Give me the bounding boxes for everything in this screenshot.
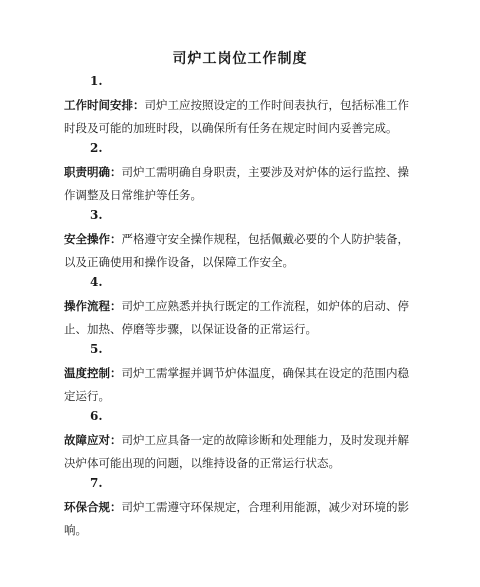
section-text: 司炉工应按照设定的工作时间表执行，包括标准工作时段及可能的加班时段，以确保所有任务在规定时间内妥善完成。: [64, 98, 409, 135]
section-number: 5.: [90, 342, 103, 356]
section-colon: ：: [110, 232, 122, 246]
section-label: 操作流程: [64, 299, 110, 313]
section-text: 严格遵守安全操作规程，包括佩戴必要的个人防护装备，以及正确使用和操作设备，以保障工作安全。: [64, 232, 409, 269]
section-label: 环保合规: [64, 500, 110, 514]
section-body: [64, 496, 420, 542]
document-title: 司炉工岗位工作制度: [172, 51, 308, 67]
section-colon: ：: [110, 366, 122, 380]
section-number: 6.: [90, 409, 103, 423]
section-colon: ：: [110, 500, 122, 514]
section-body: [64, 94, 420, 140]
section-colon: ：: [110, 299, 122, 313]
section-number: 7.: [90, 476, 103, 490]
section-body: [64, 228, 420, 274]
section-number: 4.: [90, 275, 103, 289]
section-label: 职责明确: [64, 165, 110, 179]
section-body: [64, 161, 420, 207]
section-text: 司炉工需遵守环保规定，合理利用能源，减少对环境的影响。: [64, 500, 409, 537]
section-colon: ：: [133, 98, 145, 112]
section-body: [64, 429, 420, 475]
section-text: 司炉工需明确自身职责，主要涉及对炉体的运行监控、操作调整及日常维护等任务。: [64, 165, 409, 202]
section-text: 司炉工需掌握并调节炉体温度，确保其在设定的范围内稳定运行。: [64, 366, 409, 403]
section-label: 温度控制: [64, 366, 110, 380]
section-label: 工作时间安排: [64, 98, 133, 112]
section-colon: ：: [110, 165, 122, 179]
section-label: 安全操作: [64, 232, 110, 246]
section-label: 故障应对: [64, 433, 110, 447]
section-number: 2.: [90, 141, 103, 155]
section-body: [64, 295, 420, 341]
section-number: 3.: [90, 208, 103, 222]
section-body: [64, 362, 420, 408]
section-number: 1.: [90, 74, 103, 88]
section-text: 司炉工应具备一定的故障诊断和处理能力，及时发现并解决炉体可能出现的问题，以维持设备的正常运行状态。: [64, 433, 409, 470]
section-text: 司炉工应熟悉并执行既定的工作流程，如炉体的启动、停止、加热、停磨等步骤，以保证设备的正常运行。: [64, 299, 409, 336]
section-colon: ：: [110, 433, 122, 447]
